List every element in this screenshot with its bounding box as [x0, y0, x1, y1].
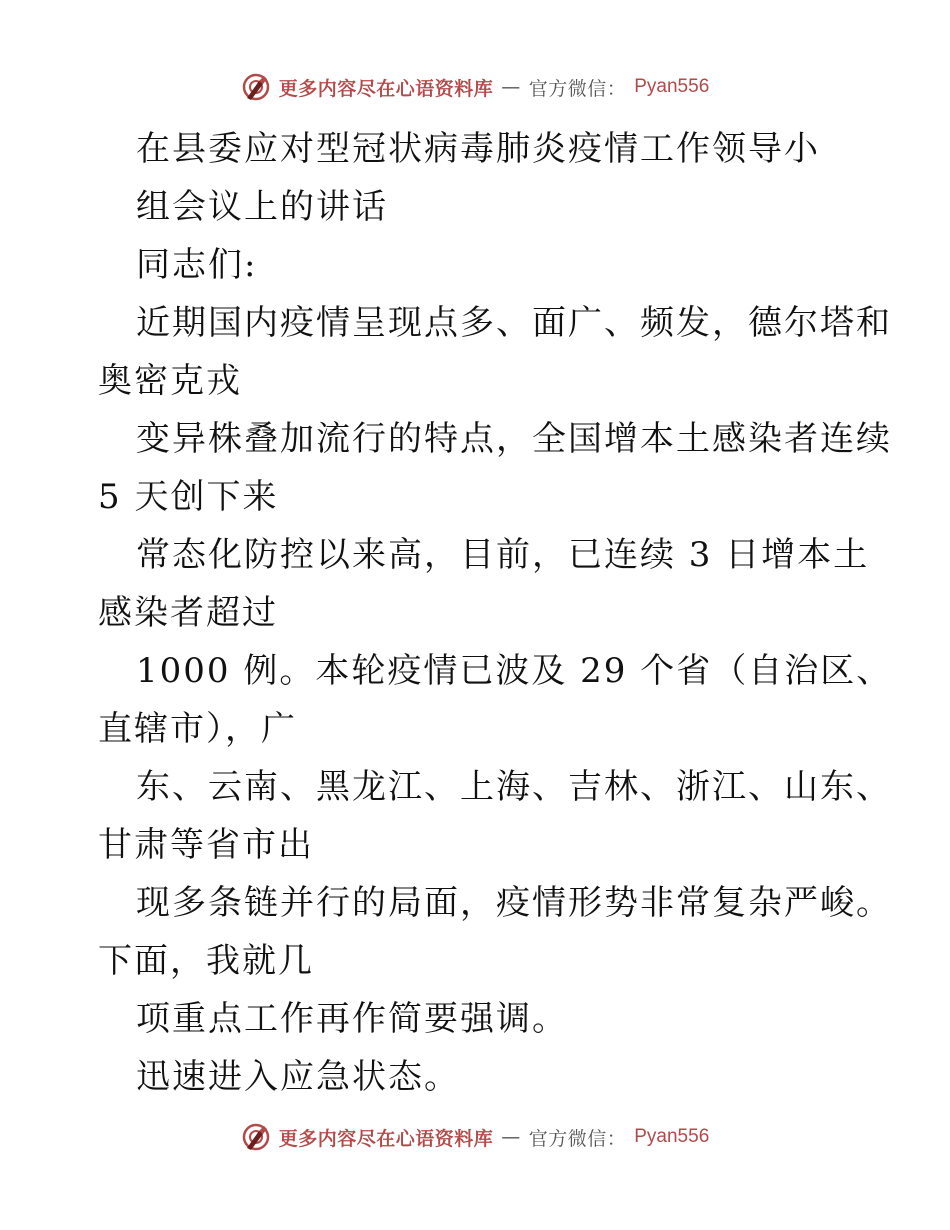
- header-watermark: [0, 72, 950, 102]
- paragraph-line: 奥密克戎: [98, 361, 242, 401]
- paragraph-line: 下面，我就几: [98, 941, 314, 981]
- paragraph-line: 常态化防控以来高，目前，已连续 3 日增本土: [136, 535, 870, 575]
- paragraph-line: 1000 例。本轮疫情已波及 29 个省（自治区、: [136, 651, 893, 691]
- watermark-separator: —: [501, 1126, 521, 1148]
- paragraph-line: 近期国内疫情呈现点多、面广、频发，德尔塔和: [136, 303, 892, 343]
- logo-icon: [241, 1122, 271, 1152]
- paragraph-line: 东、云南、黑龙江、上海、吉林、浙江、山东、: [136, 767, 892, 807]
- paragraph-line: 5 天创下来: [98, 477, 279, 517]
- watermark-official-label: 官方微信：: [528, 77, 627, 100]
- paragraph-line: 现多条链并行的局面，疫情形势非常复杂严峻。: [136, 883, 892, 923]
- watermark-separator: —: [501, 76, 521, 98]
- title-line-1: 在县委应对型冠状病毒肺炎疫情工作领导小: [136, 129, 820, 169]
- salutation: 同志们:: [136, 245, 258, 285]
- watermark-text: 更多内容尽在心语资料库: [278, 77, 494, 100]
- document-body: [98, 120, 893, 1106]
- paragraph-line: 感染者超过: [98, 593, 278, 633]
- watermark-wechat-id: Pyan556: [634, 1126, 710, 1147]
- watermark-official-label: 官方微信：: [528, 1127, 627, 1150]
- paragraph-line: 直辖市），广: [98, 709, 297, 749]
- paragraph-line: 项重点工作再作简要强调。: [136, 999, 568, 1039]
- watermark-text: 更多内容尽在心语资料库: [278, 1127, 494, 1150]
- watermark-wechat-id: Pyan556: [634, 76, 710, 97]
- paragraph-line: 变异株叠加流行的特点，全国增本土感染者连续: [136, 419, 892, 459]
- paragraph-line: 甘肃等省市出: [98, 825, 314, 865]
- paragraph-line: 迅速进入应急状态。: [136, 1057, 460, 1097]
- title-line-2: 组会议上的讲话: [136, 187, 388, 227]
- footer-watermark: [0, 1122, 950, 1152]
- logo-icon: [241, 72, 271, 102]
